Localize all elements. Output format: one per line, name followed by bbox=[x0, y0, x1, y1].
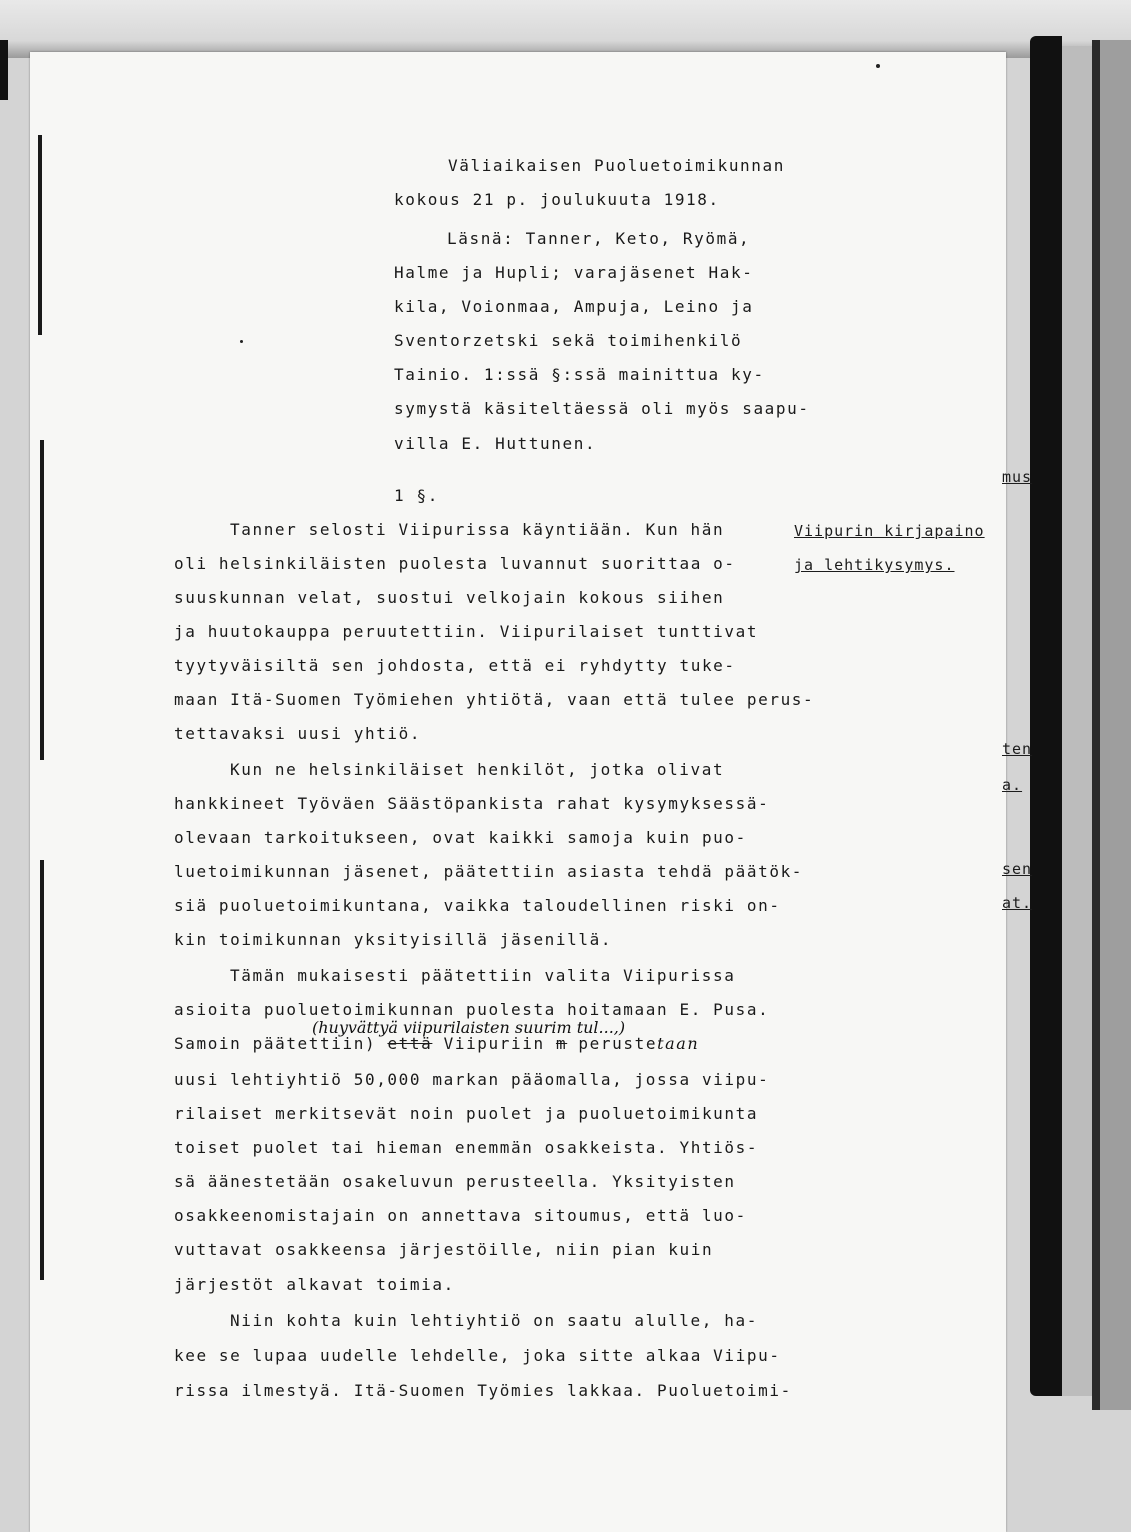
body-line: Tanner selosti Viipurissa käyntiään. Kun hän bbox=[230, 520, 725, 539]
margin-fragment: mus bbox=[1002, 468, 1033, 486]
body-line: maan Itä-Suomen Työmiehen yhtiötä, vaan että tulee perus- bbox=[174, 690, 815, 709]
margin-rule bbox=[38, 135, 42, 335]
margin-title: Viipurin kirjapaino bbox=[794, 522, 985, 540]
body-line: osakkeenomistajain on annettava sitoumus, että luo- bbox=[174, 1206, 747, 1225]
samoin-mid: Viipuriin bbox=[443, 1034, 545, 1053]
binder-spine bbox=[1030, 36, 1062, 1396]
body-line: Tämän mukaisesti päätettiin valita Viipurissa bbox=[230, 966, 736, 985]
samoin-start: Samoin päätettiin) bbox=[174, 1034, 377, 1053]
section-heading: 1 §. bbox=[394, 486, 439, 505]
margin-fragment: a. bbox=[1002, 776, 1023, 794]
body-line: kin toimikunnan yksityisillä jäsenillä. bbox=[174, 930, 613, 949]
attendance-line: Tainio. 1:ssä §:ssä mainittua ky- bbox=[394, 365, 765, 384]
margin-title: ja lehtikysymys. bbox=[794, 556, 955, 574]
body-line: oli helsinkiläisten puolesta luvannut suorittaa o- bbox=[174, 554, 736, 573]
handwritten-ending: taan bbox=[657, 1034, 700, 1053]
body-line: asioita puoluetoimikunnan puolesta hoitamaan E. Pusa. bbox=[174, 1000, 770, 1019]
margin-fragment: at. bbox=[1002, 894, 1033, 912]
scan-edge-mark bbox=[0, 40, 8, 100]
ink-speck bbox=[876, 64, 880, 68]
attendance-line: Halme ja Hupli; varajäsenet Hak- bbox=[394, 263, 754, 282]
binder-strip bbox=[1062, 46, 1092, 1396]
meeting-date: kokous 21 p. joulukuuta 1918. bbox=[394, 190, 720, 209]
struck-word: m bbox=[555, 1034, 568, 1053]
body-line: suuskunnan velat, suostui velkojain kokous siihen bbox=[174, 588, 725, 607]
body-line: rilaiset merkitsevät noin puolet ja puoluetoimikunta bbox=[174, 1104, 759, 1123]
body-line: hankkineet Työväen Säästöpankista rahat kysymyksessä- bbox=[174, 794, 770, 813]
body-line: järjestöt alkavat toimia. bbox=[174, 1275, 455, 1294]
body-line: uusi lehtiyhtiö 50,000 markan pääomalla, jossa viipu- bbox=[174, 1070, 770, 1089]
ink-speck bbox=[240, 340, 243, 343]
body-line: Niin kohta kuin lehtiyhtiö on saatu alulle, ha- bbox=[230, 1311, 758, 1330]
scan-top-background bbox=[0, 0, 1131, 58]
body-line: tettavaksi uusi yhtiö. bbox=[174, 724, 422, 743]
body-line: ja huutokauppa peruutettiin. Viipurilaiset tunttivat bbox=[174, 622, 759, 641]
body-line: Kun ne helsinkiläiset henkilöt, jotka olivat bbox=[230, 760, 725, 779]
body-line: siä puoluetoimikuntana, vaikka taloudellinen riski on- bbox=[174, 896, 781, 915]
margin-fragment: sen bbox=[1002, 860, 1033, 878]
attendance-line: kila, Voionmaa, Ampuja, Leino ja bbox=[394, 297, 754, 316]
body-line: luetoimikunnan jäsenet, päätettiin asiasta tehdä päätök- bbox=[174, 862, 804, 881]
body-line: kee se lupaa uudelle lehdelle, joka sitte alkaa Viipu- bbox=[174, 1346, 781, 1365]
attendance-line: Sventorzetski sekä toimihenkilö bbox=[394, 331, 743, 350]
body-line: toiset puolet tai hieman enemmän osakkeista. Yhtiös- bbox=[174, 1138, 759, 1157]
attendance-line: Läsnä: Tanner, Keto, Ryömä, bbox=[447, 229, 751, 248]
binder-band bbox=[1092, 40, 1100, 1410]
margin-fragment: ten bbox=[1002, 740, 1033, 758]
samoin-end: peruste bbox=[578, 1034, 658, 1053]
margin-rule bbox=[40, 860, 44, 1280]
document-title: Väliaikaisen Puoluetoimikunnan bbox=[448, 156, 785, 175]
body-line: sä äänestetään osakeluvun perusteella. Yksityisten bbox=[174, 1172, 736, 1191]
body-line-amended bbox=[174, 1034, 699, 1054]
body-line: olevaan tarkoitukseen, ovat kaikki samoja kuin puo- bbox=[174, 828, 747, 847]
binder-edge bbox=[1100, 40, 1131, 1410]
margin-rule bbox=[40, 440, 44, 760]
struck-word: että bbox=[387, 1034, 433, 1053]
body-line: vuttavat osakkeensa järjestöille, niin pian kuin bbox=[174, 1240, 714, 1259]
attendance-line: symystä käsiteltäessä oli myös saapu- bbox=[394, 399, 810, 418]
attendance-line: villa E. Huttunen. bbox=[394, 434, 597, 453]
handwritten-insert: (huyvättyä viipurilaisten suurim tul...,) bbox=[312, 1018, 626, 1037]
body-line: tyytyväisiltä sen johdosta, että ei ryhdytty tuke- bbox=[174, 656, 736, 675]
body-line: rissa ilmestyä. Itä-Suomen Työmies lakkaa. Puoluetoimi- bbox=[174, 1381, 792, 1400]
